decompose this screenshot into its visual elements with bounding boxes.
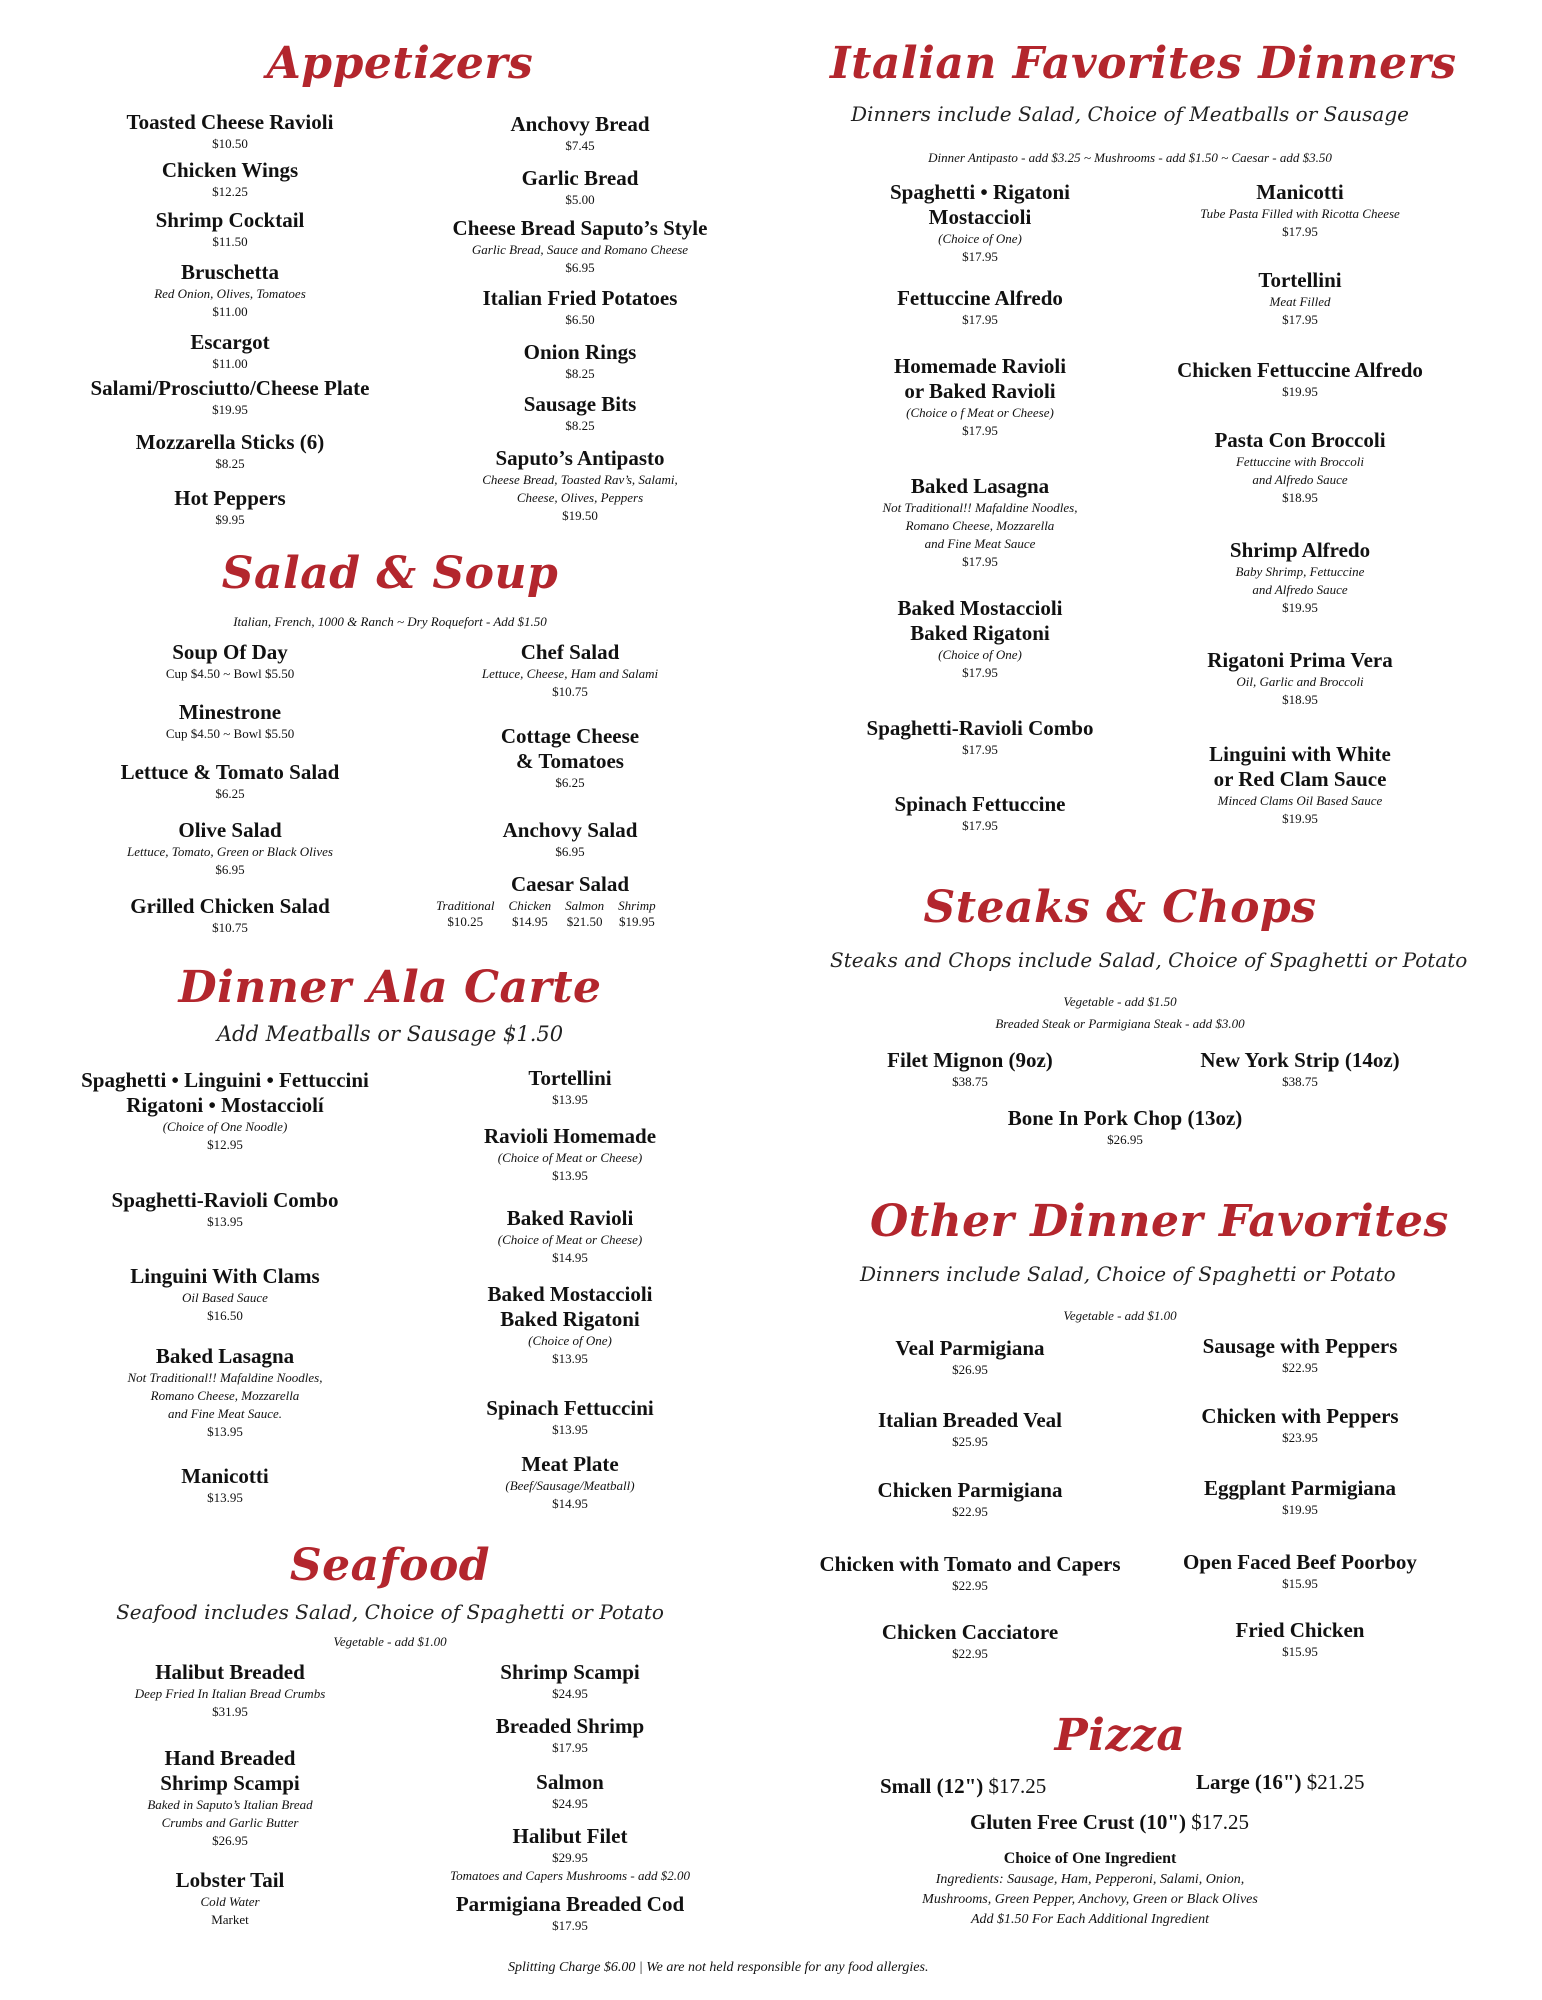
menu-item-name: Tortellini [1258,268,1342,292]
menu-item-description: Meat Filled [1269,294,1331,309]
menu-item-price: $22.95 [952,1578,988,1593]
menu-item-price: $24.95 [552,1686,588,1701]
menu-item-price: $15.95 [1282,1576,1318,1591]
menu-item-name: Spaghetti • Rigatoni [889,180,1071,204]
menu-item-price: Market [211,1912,249,1927]
menu-item [420,1066,720,1109]
menu-item-name: Shrimp Cocktail [155,208,305,232]
menu-item-description: Red Onion, Olives, Tomatoes [154,286,306,301]
menu-item-description: (Choice of One) [528,1333,612,1348]
menu-item-name: Grilled Chicken Salad [130,894,330,918]
salad-title: Salad & Soup [221,548,559,599]
menu-item-description: (Choice o f Meat or Cheese) [906,405,1054,420]
caesar-option [618,898,656,930]
menu-item-description: and Fine Meat Sauce. [167,1406,283,1421]
menu-item-name: Anchovy Bread [510,112,650,136]
menu-item [420,1660,720,1703]
caesar-option-label: Salmon [565,898,605,913]
menu-item-name: Meat Plate [521,1452,619,1476]
menu-item-description: Minced Clams Oil Based Sauce [1217,793,1383,808]
menu-item-name: Olive Salad [178,818,282,842]
steak-item-price: $38.75 [952,1074,988,1089]
menu-item [90,1746,370,1850]
caesar-option-price: $10.25 [447,914,484,929]
caesar-option-label: Traditional [436,898,495,913]
menu-item-name: Manicotti [181,1464,269,1488]
menu-item [60,430,400,473]
menu-item-price: $10.75 [552,684,588,699]
menu-item-price: $17.95 [962,665,998,680]
menu-item [800,1552,1140,1595]
menu-item-description: Tomatoes and Capers Mushrooms - add $2.00 [450,1868,690,1883]
menu-item [1150,1404,1450,1447]
menu-item [60,110,400,153]
menu-item-description: Deep Fried In Italian Bread Crumbs [134,1686,326,1701]
menu-item [420,1824,720,1885]
menu-item-description: (Beef/Sausage/Meatball) [505,1478,635,1493]
steaks-vegetable-note: Vegetable - add $1.50 [1063,994,1177,1009]
menu-item [1150,180,1450,241]
pizza-ingredients-line: Add $1.50 For Each Additional Ingredient [971,1912,1209,1927]
menu-item-price: Cup $4.50 ~ Bowl $5.50 [165,666,295,681]
menu-item-price: $17.95 [1282,224,1318,239]
menu-item [420,1892,720,1935]
menu-item [50,1264,400,1325]
menu-item [60,376,400,419]
menu-item-name: Lobster Tail [175,1868,285,1892]
caesar-options [436,898,656,930]
italian-title: Italian Favorites Dinners [830,38,1457,89]
steaks-breaded-note: Breaded Steak or Parmigiana Steak - add $3.00 [995,1016,1245,1031]
menu-item-price: $6.50 [565,312,595,327]
menu-item-name: Hand Breaded [164,1746,296,1770]
pizza-small-price: $17.25 [988,1774,1047,1798]
pizza-ingredients-line: Ingredients: Sausage, Ham, Pepperoni, Salami, Onion, [935,1872,1245,1887]
menu-item-name: Hot Peppers [174,486,286,510]
menu-item-name: Sausage with Peppers [1202,1334,1398,1358]
menu-item-name: Soup Of Day [172,640,288,664]
menu-item-name: Italian Breaded Veal [878,1408,1062,1432]
caesar-salad [420,872,720,897]
menu-item-name: Halibut Filet [512,1824,628,1848]
menu-item-name: Tortellini [528,1066,612,1090]
steak-item [960,1106,1290,1149]
menu-item-name: Shrimp Alfredo [1229,538,1371,562]
steaks-subtitle: Steaks and Chops include Salad, Choice of Spaghetti or Potato [830,948,1468,972]
menu-item-price: $10.75 [212,920,248,935]
menu-item-name: Baked Mostaccioli [487,1282,653,1306]
menu-item-price: $22.95 [1282,1360,1318,1375]
steak-item [1150,1048,1450,1091]
salad-dressing-note: Italian, French, 1000 & Ranch ~ Dry Roquefort - Add $1.50 [233,614,547,629]
menu-item-name: or Baked Ravioli [904,379,1056,403]
footer-note: Splitting Charge $6.00 | We are not held responsible for any food allergies. [508,1960,929,1975]
menu-item [830,354,1130,440]
menu-item-name: Onion Rings [523,340,637,364]
menu-item-description: (Choice of Meat or Cheese) [497,1232,643,1247]
menu-item [80,760,380,803]
menu-item-price: $13.95 [552,1351,588,1366]
menu-item-name: Fried Chicken [1235,1618,1365,1642]
menu-item-price: $7.45 [565,138,595,153]
other-vegetable-note: Vegetable - add $1.00 [1063,1308,1177,1323]
menu-item-name: Halibut Breaded [155,1660,305,1684]
menu-item-name: Salami/Prosciutto/Cheese Plate [90,376,370,400]
menu-item-name: Baked Ravioli [506,1206,634,1230]
menu-item [420,446,740,525]
menu-item [420,818,720,861]
menu-item-description: (Choice of One) [938,231,1022,246]
pizza-gf-price: $17.25 [1191,1810,1249,1834]
menu-item-name: & Tomatoes [516,749,624,773]
menu-item [420,640,720,701]
steak-item-name: New York Strip (14oz) [1200,1048,1400,1072]
menu-item [830,792,1130,835]
menu-item-price: $6.25 [215,786,245,801]
menu-item-description: Romano Cheese, Mozzarella [905,518,1055,533]
menu-item [420,1124,720,1185]
menu-item-name: Baked Mostaccioli [897,596,1063,620]
menu-item-description: Fettuccine with Broccoli [1235,454,1365,469]
menu-item-name: Lettuce & Tomato Salad [120,760,340,784]
menu-item [80,700,380,743]
menu-item-price: $6.25 [555,775,585,790]
menu-item-name: Chicken Fettuccine Alfredo [1177,358,1423,382]
menu-item-name: Spinach Fettuccine [894,792,1066,816]
menu-item-name: Open Faced Beef Poorboy [1183,1550,1417,1574]
menu-item-price: $17.95 [1282,312,1318,327]
menu-item [50,1068,400,1154]
menu-item [420,340,740,383]
menu-item-price: $17.95 [962,423,998,438]
menu-item [1150,1334,1450,1377]
menu-item-name: Anchovy Salad [502,818,638,842]
pizza-large [1196,1770,1365,1795]
menu-item-description: and Fine Meat Sauce [924,536,1036,551]
menu-item [420,112,740,155]
menu-item [420,1714,720,1757]
menu-item-name: Fettuccine Alfredo [897,286,1063,310]
menu-item-price: $13.95 [552,1422,588,1437]
menu-item [80,894,380,937]
caesar-option [509,898,552,930]
menu-item-price: $9.95 [215,512,245,527]
caesar-option [436,898,495,930]
menu-item-price: $26.95 [212,1833,248,1848]
menu-item-price: $19.95 [1282,600,1318,615]
menu-item [800,1478,1140,1521]
menu-item-name: Bruschetta [181,260,279,284]
menu-item [1150,1618,1450,1661]
menu-item-price: $19.95 [1282,384,1318,399]
menu-item-price: $13.95 [552,1092,588,1107]
menu-item-price: $17.95 [962,554,998,569]
menu-item [1150,1476,1450,1519]
menu-item [90,1868,370,1929]
menu-item [60,158,400,201]
steak-item-name: Bone In Pork Chop (13oz) [1007,1106,1243,1130]
italian-subtitle: Dinners include Salad, Choice of Meatballs or Sausage [851,102,1409,126]
menu-item [1150,742,1450,828]
menu-item-price: $5.00 [565,192,595,207]
menu-item [800,1336,1140,1379]
menu-item [80,640,380,683]
menu-item [420,1452,720,1513]
menu-item-price: $6.95 [215,862,245,877]
menu-item-name: Minestrone [178,700,282,724]
menu-item [1150,358,1450,401]
steak-item-name: Filet Mignon (9oz) [887,1048,1053,1072]
menu-item-description: Not Traditional!! Mafaldine Noodles, [127,1370,323,1385]
menu-item-price: $15.95 [1282,1644,1318,1659]
menu-item-name: Chef Salad [520,640,620,664]
menu-item [60,330,400,373]
menu-item-description: Not Traditional!! Mafaldine Noodles, [882,500,1078,515]
menu-item-description: (Choice of Meat or Cheese) [497,1150,643,1165]
caesar-option-label: Chicken [508,898,552,913]
menu-item-name: Spinach Fettuccini [486,1396,654,1420]
seafood-title: Seafood [289,1540,491,1591]
menu-item-description: Cold Water [200,1894,260,1909]
menu-item-price: $8.25 [565,366,595,381]
menu-item-name: Chicken Wings [161,158,299,182]
menu-item-name: Shrimp Scampi [160,1771,300,1795]
menu-item-description: and Alfredo Sauce [1252,472,1348,487]
menu-item-price: $26.95 [952,1362,988,1377]
menu-item [800,1408,1140,1451]
menu-item-price: $19.95 [1282,811,1318,826]
menu-item-name: Rigatoni • Mostacciolí [126,1093,324,1117]
menu-item-price: $12.25 [212,184,248,199]
alacarte-title: Dinner Ala Carte [178,962,602,1013]
other-title: Other Dinner Favorites [870,1196,1449,1247]
menu-item-name: Baked Rigatoni [910,621,1050,645]
menu-item-price: $31.95 [212,1704,248,1719]
menu-item-name: Cheese Bread Saputo’s Style [452,216,708,240]
menu-item-price: $29.95 [552,1850,588,1865]
menu-item [830,474,1130,571]
menu-item-name: Breaded Shrimp [495,1714,645,1738]
menu-item-price: $19.95 [1282,1502,1318,1517]
menu-item-description: Oil Based Sauce [182,1290,268,1305]
menu-item-description: and Alfredo Sauce [1252,582,1348,597]
menu-item [420,1770,720,1813]
pizza-gluten-free [970,1810,1249,1835]
menu-item-name: Veal Parmigiana [895,1336,1045,1360]
alacarte-subtitle: Add Meatballs or Sausage $1.50 [216,1022,564,1046]
menu-item-name: Ravioli Homemade [483,1124,657,1148]
menu-item-price: $17.95 [962,818,998,833]
menu-item-name: Italian Fried Potatoes [482,286,678,310]
pizza-gf-label: Gluten Free Crust (10") [970,1810,1186,1834]
caesar-option-price: $14.95 [511,914,548,929]
menu-item-name: Linguini with White [1209,742,1391,766]
menu-item-price: $11.00 [212,356,248,371]
menu-item-price: $16.50 [207,1308,243,1323]
pizza-large-label: Large (16") [1196,1770,1302,1794]
steak-item-price: $26.95 [1107,1132,1143,1147]
caesar-option-label: Shrimp [618,898,656,913]
menu-item-description: Crumbs and Garlic Butter [161,1815,299,1830]
menu-item-name: Rigatoni Prima Vera [1207,648,1393,672]
menu-item-description: Lettuce, Tomato, Green or Black Olives [127,844,333,859]
menu-item-price: $14.95 [552,1496,588,1511]
menu-item [1150,268,1450,329]
menu-item [60,486,400,529]
menu-item [420,216,740,277]
menu-item-description: Tube Pasta Filled with Ricotta Cheese [1200,206,1400,221]
menu-item [830,716,1130,759]
menu-item-price: $14.95 [552,1250,588,1265]
menu-item [50,1464,400,1507]
menu-item-name: Baked Lasagna [910,474,1050,498]
menu-item-price: $8.25 [565,418,595,433]
menu-item-price: $13.95 [552,1168,588,1183]
menu-item-name: Shrimp Scampi [500,1660,640,1684]
italian-addons-note: Dinner Antipasto - add $3.25 ~ Mushrooms - add $1.50 ~ Caesar - add $3.50 [928,150,1332,165]
menu-item [420,1396,720,1439]
seafood-subtitle: Seafood includes Salad, Choice of Spaghetti or Potato [116,1600,664,1624]
menu-item-name: Manicotti [1256,180,1344,204]
menu-item-name: Baked Lasagna [155,1344,295,1368]
menu-item-price: $17.95 [552,1740,588,1755]
menu-item-name: Escargot [190,330,270,354]
other-subtitle: Dinners include Salad, Choice of Spaghetti or Potato [860,1262,1396,1286]
pizza-small-label: Small (12") [880,1774,984,1798]
menu-item [90,1660,370,1721]
menu-item-description: Baked in Saputo’s Italian Bread [147,1797,313,1812]
menu-item-price: $19.95 [212,402,248,417]
menu-item-price: $22.95 [952,1646,988,1661]
menu-item-name: Mozzarella Sticks (6) [135,430,325,454]
menu-item-name: Chicken Cacciatore [881,1620,1059,1644]
menu-item [1150,648,1450,709]
steak-item [840,1048,1100,1091]
menu-item [830,180,1130,266]
pizza-ingredients [860,1848,1320,1930]
menu-item-description: Cheese, Olives, Peppers [516,490,644,505]
menu-item [420,166,740,209]
menu-item-price: $13.95 [207,1490,243,1505]
pizza-choice: Choice of One Ingredient [1003,1850,1177,1867]
menu-item-description: Romano Cheese, Mozzarella [150,1388,300,1403]
menu-item [420,392,740,435]
menu-item [420,1282,720,1368]
menu-item-price: $10.50 [212,136,248,151]
menu-item-description: Garlic Bread, Sauce and Romano Cheese [471,242,689,257]
menu-item [50,1344,400,1441]
menu-item-price: $8.25 [215,456,245,471]
steak-item-price: $38.75 [1282,1074,1318,1089]
menu-item-name: Cottage Cheese [500,724,640,748]
menu-item-name: Spaghetti-Ravioli Combo [866,716,1094,740]
caesar-option-price: $19.95 [619,914,655,929]
menu-item-name: Toasted Cheese Ravioli [126,110,334,134]
menu-item-price: $11.50 [212,234,248,249]
menu-item-name: Baked Rigatoni [500,1307,640,1331]
menu-item [60,260,400,321]
menu-item-price: $6.95 [565,260,595,275]
menu-item-name: Saputo’s Antipasto [495,446,665,470]
menu-item [420,1206,720,1267]
menu-item-name: Linguini With Clams [130,1264,320,1288]
menu-item-price: $25.95 [952,1434,988,1449]
menu-item-name: or Red Clam Sauce [1213,767,1387,791]
menu-item-price: $18.95 [1282,692,1318,707]
menu-item-name: Mostaccioli [928,205,1032,229]
menu-item [830,286,1130,329]
menu-item [50,1188,400,1231]
menu-item-name: Chicken with Tomato and Capers [819,1552,1121,1576]
caesar-option-price: $21.50 [566,914,603,929]
menu-item-name: Salmon [536,1770,604,1794]
menu-item-description: (Choice of One Noodle) [162,1119,288,1134]
pizza-title: Pizza [1054,1710,1186,1761]
menu-item-name: Spaghetti • Linguini • Fettuccini [81,1068,369,1092]
menu-item-name: Eggplant Parmigiana [1204,1476,1396,1500]
menu-item-price: $13.95 [207,1214,243,1229]
menu-item [1150,538,1450,617]
menu-item-name: Pasta Con Broccoli [1214,428,1386,452]
menu-item-price: $17.95 [962,312,998,327]
menu-item-price: $17.95 [552,1918,588,1933]
menu-item-name: Homemade Ravioli [893,354,1067,378]
menu-item-description: Lettuce, Cheese, Ham and Salami [481,666,659,681]
menu-item-price: $13.95 [207,1424,243,1439]
menu-item-price: $22.95 [952,1504,988,1519]
menu-item-description: (Choice of One) [938,647,1022,662]
menu-item [60,208,400,251]
menu-item [80,818,380,879]
menu-item-price: $19.50 [562,508,598,523]
menu-item [420,724,720,792]
menu-item-price: $17.95 [962,249,998,264]
menu-item [800,1620,1140,1663]
menu-item-price: $18.95 [1282,490,1318,505]
menu-item-name: Garlic Bread [521,166,639,190]
menu-item-price: $11.00 [212,304,248,319]
pizza-small [880,1774,1046,1799]
menu-item [420,286,740,329]
menu-item-price: $17.95 [962,742,998,757]
menu-item-description: Oil, Garlic and Broccoli [1236,674,1364,689]
menu-item-price: $6.95 [555,844,585,859]
menu-item [830,596,1130,682]
menu-item-price: $23.95 [1282,1430,1318,1445]
menu-item-price: $24.95 [552,1796,588,1811]
menu-item-name: Chicken Parmigiana [877,1478,1063,1502]
appetizers-title: Appetizers [266,38,534,89]
menu-item-description: Baby Shrimp, Fettuccine [1235,564,1365,579]
menu-item [1150,428,1450,507]
steaks-title: Steaks & Chops [923,882,1317,933]
seafood-vegetable-note: Vegetable - add $1.00 [333,1634,447,1649]
menu-item-description: Cheese Bread, Toasted Rav’s, Salami, [482,472,678,487]
pizza-ingredients-line: Mushrooms, Green Pepper, Anchovy, Green or Black Olives [922,1892,1258,1907]
caesar-salad-name: Caesar Salad [510,872,630,896]
menu-item-name: Parmigiana Breaded Cod [455,1892,685,1916]
menu-item-price: $12.95 [207,1137,243,1152]
menu-item-name: Sausage Bits [523,392,637,416]
menu-item-price: Cup $4.50 ~ Bowl $5.50 [165,726,295,741]
menu-item-name: Chicken with Peppers [1201,1404,1399,1428]
menu-item-name: Spaghetti-Ravioli Combo [111,1188,339,1212]
pizza-large-price: $21.25 [1306,1770,1365,1794]
caesar-option [565,898,604,930]
menu-item [1150,1550,1450,1593]
